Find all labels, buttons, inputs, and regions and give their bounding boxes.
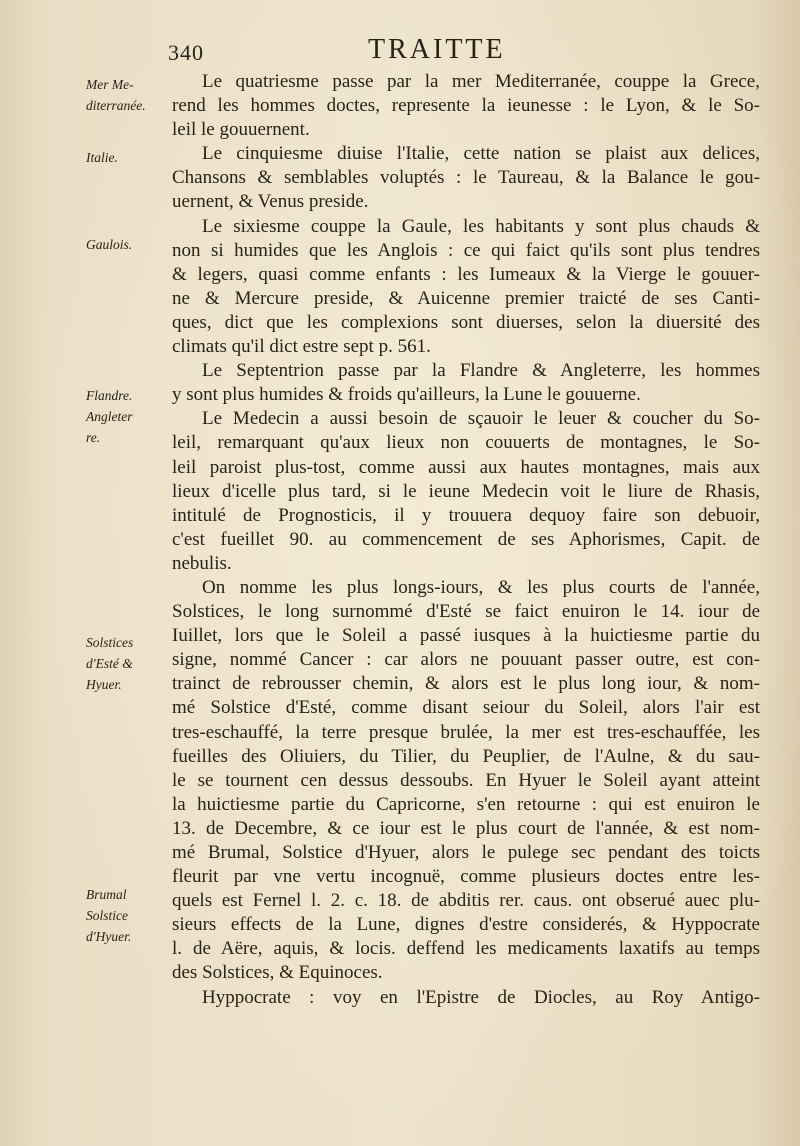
text-line: Le cinquiesme diuise l'Italie, cette nation se plaist aux delices, — [202, 143, 760, 165]
text-line: leil, remarquant qu'aux lieux non couuerts de montagnes, le So- — [172, 432, 760, 454]
text-line: Hyppocrate : voy en l'Epistre de Diocles, au Roy Antigo- — [202, 986, 760, 1008]
text-line: rend les hommes doctes, represente la ieunesse : le Lyon, & le So- — [172, 95, 760, 117]
text-line: y sont plus humides & froids qu'ailleurs, la Lune le gouuerne. — [172, 384, 641, 406]
text-line: mé Solstice d'Esté, comme disant seiour du Soleil, alors l'air est — [172, 697, 760, 719]
margin-note-mer: Mer Me- diterranée. — [86, 77, 146, 113]
margin-note-brumal: Brumal Solstice d'Hyuer. — [86, 887, 132, 944]
text-line: On nomme les plus longs-iours, & les plus courts de l'année, — [202, 576, 760, 598]
text-line: mé Brumal, Solstice d'Hyuer, alors le pulege sec pendant des toicts — [172, 842, 760, 863]
text-line: Solstices, le long surnommé d'Esté se faict enuiron le 14. iour de — [172, 601, 760, 623]
text-line: lieux d'icelle plus tard, si le ieune Medecin voit le liure de Rhasis, — [172, 480, 760, 502]
text-line: Chansons & semblables voluptés : le Taureau, & la Balance le gou- — [172, 167, 760, 189]
text-line: fueilles des Oliuiers, du Tilier, du Peuplier, de l'Aulne, & du sau- — [172, 745, 760, 767]
text-line: Le quatriesme passe par la mer Mediterranée, couppe la Grece, — [202, 71, 760, 92]
text-line: Le sixiesme couppe la Gaule, les habitants y sont plus chauds & — [202, 215, 760, 237]
text-line: c'est fueillet 90. au commencement de ses Aphorismes, Capit. de — [172, 528, 760, 550]
margin-note-gaulois: Gaulois. — [86, 237, 133, 252]
page-header — [0, 30, 800, 70]
margin-note-flandre: Flandre. Angleter re. — [86, 388, 133, 445]
text-line: uernent, & Venus preside. — [172, 191, 369, 213]
margin-note-solstices: Solstices d'Esté & Hyuer. — [86, 635, 134, 692]
text-line: climats qu'il dict estre sept p. 561. — [172, 336, 431, 358]
text-line: & legers, quasi comme enfants : les Iumeaux & la Vierge le gouuer- — [172, 263, 760, 285]
running-title: TRAITTE — [368, 34, 506, 65]
text-line: trainct de rebrousser chemin, & alors est le plus long iour, & nom- — [172, 673, 760, 695]
text-line: ques, dict que les complexions sont diuerses, selon la diuersité des — [172, 311, 760, 333]
text-line: non si humides que les Anglois : ce qui faict qu'ils sont plus tendres — [172, 239, 760, 261]
text-line: intitulé de Prognosticis, il y trouuera dequoy faire son debuoir, — [172, 504, 760, 526]
text-line: ne & Mercure preside, & Auicenne premier traicté de ses Canti- — [172, 287, 760, 309]
text-line: 13. de Decembre, & ce iour est le plus court de l'année, & est nom- — [172, 817, 760, 839]
text-line: fleurit par vne vertu incognuë, comme plusieurs doctes entre les- — [172, 866, 760, 888]
margin-note-italie: Italie. — [86, 150, 118, 165]
body-text — [172, 70, 760, 1010]
text-line: Le Medecin a aussi besoin de sçauoir le leuer & coucher du So- — [202, 408, 760, 430]
text-line: sieurs effects de la Lune, dignes d'estre considerés, & Hyppocrate — [172, 914, 760, 936]
text-line: quels est Fernel l. 2. c. 18. de abditis rer. caus. ont obserué auec plu- — [172, 890, 760, 912]
text-line: leil paroist plus-tost, comme aussi aux hautes montagnes, mais aux — [172, 456, 760, 478]
page-number: 340 — [168, 40, 204, 65]
text-line: des Solstices, & Equinoces. — [172, 962, 383, 984]
text-line: leil le gouuernent. — [172, 119, 310, 141]
text-line: tres-eschauffé, la terre presque brulée, la mer est tres-eschauffée, les — [172, 721, 760, 743]
text-line: le se tournent cen dessus dessoubs. En Hyuer le Soleil ayant atteint — [172, 769, 760, 791]
text-line: Iuillet, lors que le Soleil a passé iusques à la huictiesme partie du — [172, 625, 760, 647]
text-line: nebulis. — [172, 552, 232, 574]
text-line: l. de Aëre, aquis, & locis. deffend les medicaments laxatifs au temps — [172, 938, 760, 960]
text-line: signe, nommé Cancer : car alors ne pouuant passer outre, est con- — [172, 649, 760, 671]
text-line: Le Septentrion passe par la Flandre & Angleterre, les hommes — [202, 360, 760, 382]
text-line: la huictiesme partie du Capricorne, s'en retourne : qui est enuiron le — [172, 793, 760, 815]
